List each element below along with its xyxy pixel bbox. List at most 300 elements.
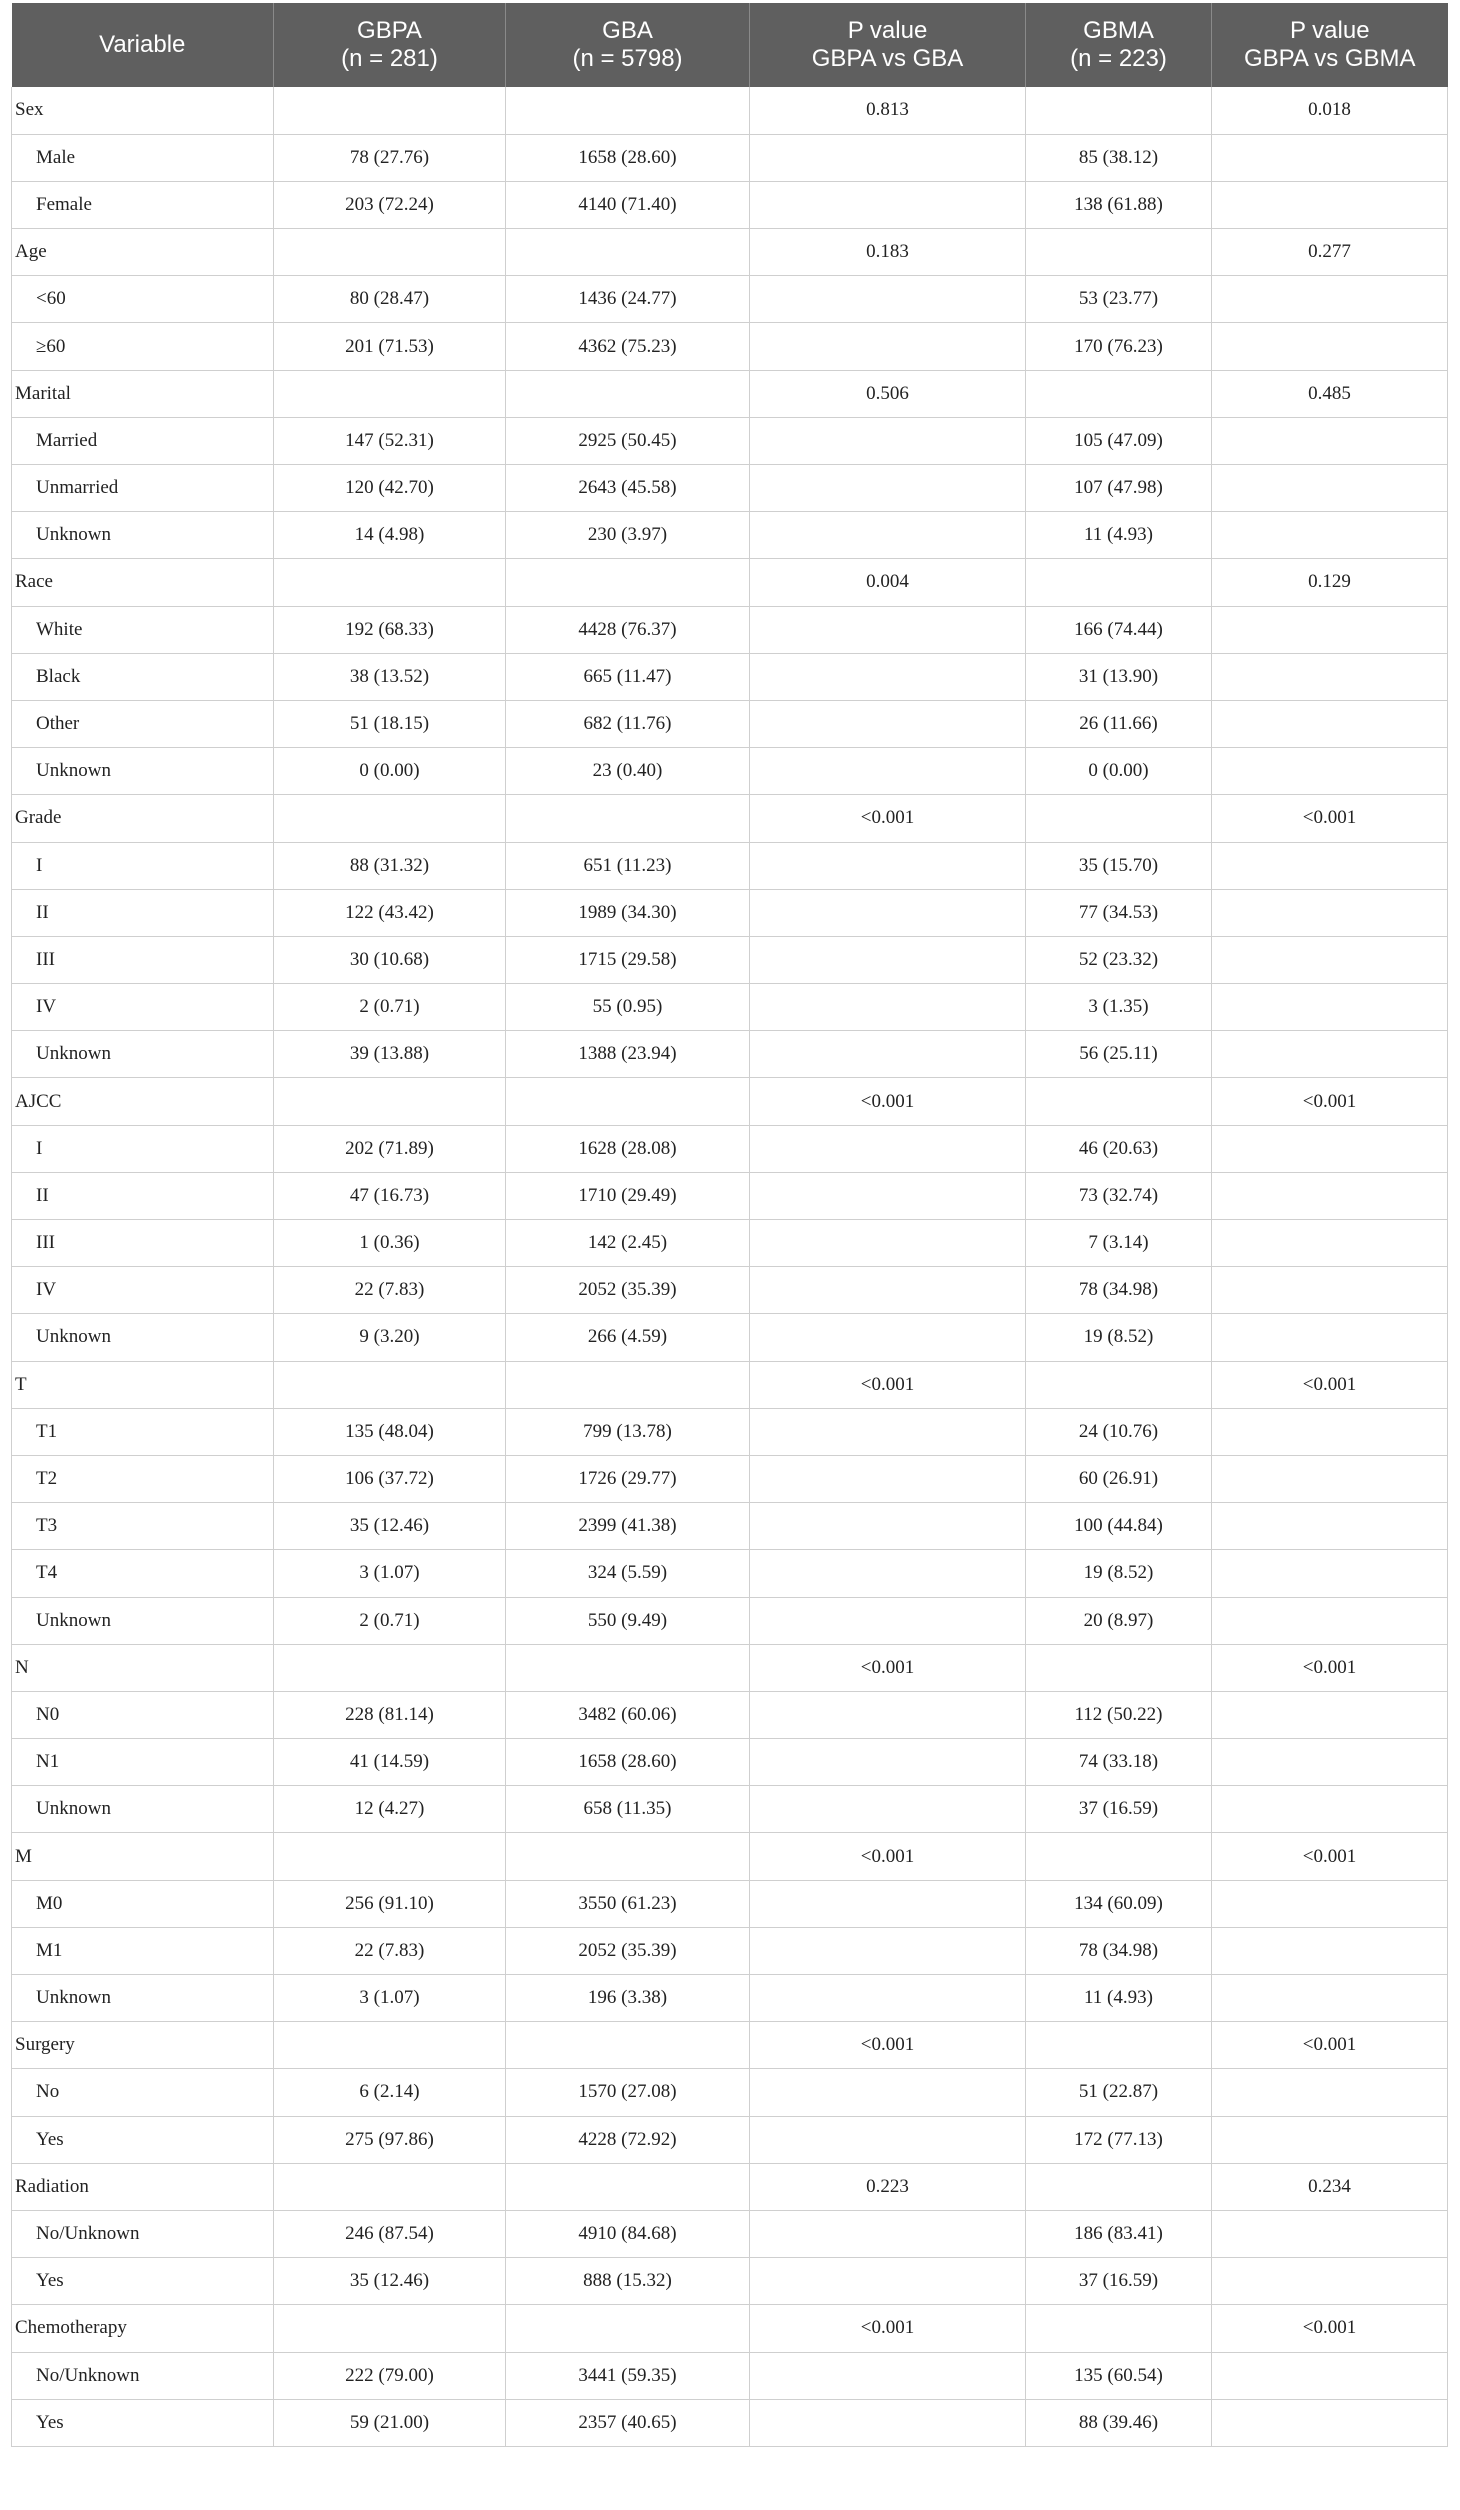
cell-variable: Male xyxy=(12,134,274,181)
table-row-group xyxy=(12,1644,1448,1691)
table-row xyxy=(12,1125,1448,1172)
cell-gba xyxy=(506,1361,750,1408)
cell-variable: Unmarried xyxy=(12,465,274,512)
cell-gba xyxy=(506,559,750,606)
cell-gbpa xyxy=(274,795,506,842)
cell-variable: <60 xyxy=(12,276,274,323)
header-variable xyxy=(12,3,274,87)
cell-gbpa: 275 (97.86) xyxy=(274,2116,506,2163)
table-row xyxy=(12,606,1448,653)
cell-gbpa: 1 (0.36) xyxy=(274,1220,506,1267)
cell-gba: 665 (11.47) xyxy=(506,653,750,700)
cell-p-gbpa-vs-gbma: 0.234 xyxy=(1212,2163,1448,2210)
cell-variable: Yes xyxy=(12,2116,274,2163)
cell-p-gbpa-vs-gba: <0.001 xyxy=(750,2022,1026,2069)
header-gba xyxy=(506,3,750,87)
cell-variable: No/Unknown xyxy=(12,2210,274,2257)
cell-gba: 682 (11.76) xyxy=(506,700,750,747)
cell-gbma: 3 (1.35) xyxy=(1026,984,1212,1031)
cell-gbma: 26 (11.66) xyxy=(1026,700,1212,747)
cell-p-gbpa-vs-gba xyxy=(750,323,1026,370)
table-row-group xyxy=(12,795,1448,842)
cell-gba: 1658 (28.60) xyxy=(506,1739,750,1786)
cell-gba: 23 (0.40) xyxy=(506,748,750,795)
cell-p-gbpa-vs-gba xyxy=(750,1503,1026,1550)
header-p1-line2: GBPA vs GBA xyxy=(811,45,964,72)
cell-gbpa: 0 (0.00) xyxy=(274,748,506,795)
cell-gba: 3482 (60.06) xyxy=(506,1691,750,1738)
cell-gbpa: 41 (14.59) xyxy=(274,1739,506,1786)
cell-p-gbpa-vs-gba xyxy=(750,1786,1026,1833)
cell-gbma xyxy=(1026,1361,1212,1408)
table-row xyxy=(12,465,1448,512)
table-row xyxy=(12,1267,1448,1314)
cell-gbma: 85 (38.12) xyxy=(1026,134,1212,181)
cell-variable: M xyxy=(12,1833,274,1880)
cell-gba: 1658 (28.60) xyxy=(506,134,750,181)
cell-variable: No/Unknown xyxy=(12,2352,274,2399)
cell-gba: 2399 (41.38) xyxy=(506,1503,750,1550)
cell-p-gbpa-vs-gbma xyxy=(1212,1503,1448,1550)
table-row xyxy=(12,700,1448,747)
cell-gba: 1388 (23.94) xyxy=(506,1031,750,1078)
cell-gbma: 78 (34.98) xyxy=(1026,1267,1212,1314)
cell-p-gbpa-vs-gbma: <0.001 xyxy=(1212,1361,1448,1408)
cell-variable: Radiation xyxy=(12,2163,274,2210)
cell-gbma xyxy=(1026,2163,1212,2210)
cell-p-gbpa-vs-gba: <0.001 xyxy=(750,1361,1026,1408)
cell-gba: 4140 (71.40) xyxy=(506,181,750,228)
cell-p-gbpa-vs-gba xyxy=(750,465,1026,512)
cell-p-gbpa-vs-gba xyxy=(750,1267,1026,1314)
cell-gbma xyxy=(1026,559,1212,606)
cell-p-gbpa-vs-gba xyxy=(750,1550,1026,1597)
table-row xyxy=(12,653,1448,700)
cell-gbpa: 228 (81.14) xyxy=(274,1691,506,1738)
cell-gba xyxy=(506,2022,750,2069)
cell-p-gbpa-vs-gba xyxy=(750,842,1026,889)
cell-p-gbpa-vs-gba xyxy=(750,889,1026,936)
cell-gbma: 19 (8.52) xyxy=(1026,1550,1212,1597)
table-row xyxy=(12,1314,1448,1361)
cell-p-gbpa-vs-gba xyxy=(750,1172,1026,1219)
cell-p-gbpa-vs-gbma xyxy=(1212,1220,1448,1267)
table-row xyxy=(12,2116,1448,2163)
table-header xyxy=(12,3,1448,87)
table-row xyxy=(12,984,1448,1031)
cell-p-gbpa-vs-gbma xyxy=(1212,2258,1448,2305)
cell-gbma: 74 (33.18) xyxy=(1026,1739,1212,1786)
cell-gba: 1726 (29.77) xyxy=(506,1455,750,1502)
cell-variable: Race xyxy=(12,559,274,606)
table-row xyxy=(12,1927,1448,1974)
cell-variable: II xyxy=(12,1172,274,1219)
cell-p-gbpa-vs-gbma xyxy=(1212,936,1448,983)
cell-p-gbpa-vs-gbma xyxy=(1212,276,1448,323)
cell-gbma: 19 (8.52) xyxy=(1026,1314,1212,1361)
cell-gbma xyxy=(1026,2022,1212,2069)
cell-gbma: 100 (44.84) xyxy=(1026,1503,1212,1550)
baseline-characteristics-table xyxy=(11,3,1448,2447)
table-row xyxy=(12,936,1448,983)
table-row-group xyxy=(12,1833,1448,1880)
cell-gba xyxy=(506,2163,750,2210)
cell-p-gbpa-vs-gba xyxy=(750,2258,1026,2305)
cell-gbpa xyxy=(274,1078,506,1125)
cell-gba: 1715 (29.58) xyxy=(506,936,750,983)
table-row xyxy=(12,1786,1448,1833)
table-row xyxy=(12,1739,1448,1786)
cell-gbpa xyxy=(274,87,506,134)
cell-gba: 1710 (29.49) xyxy=(506,1172,750,1219)
table-row xyxy=(12,2399,1448,2446)
header-gba-line1: GBA xyxy=(602,17,653,44)
header-row xyxy=(12,3,1448,87)
cell-p-gbpa-vs-gbma xyxy=(1212,1267,1448,1314)
table-row xyxy=(12,1975,1448,2022)
cell-p-gbpa-vs-gba xyxy=(750,1031,1026,1078)
cell-gbma: 52 (23.32) xyxy=(1026,936,1212,983)
cell-gbma: 170 (76.23) xyxy=(1026,323,1212,370)
cell-p-gbpa-vs-gbma: 0.277 xyxy=(1212,229,1448,276)
cell-gba: 4910 (84.68) xyxy=(506,2210,750,2257)
cell-gbma: 78 (34.98) xyxy=(1026,1927,1212,1974)
cell-gbma: 37 (16.59) xyxy=(1026,1786,1212,1833)
cell-p-gbpa-vs-gbma: <0.001 xyxy=(1212,1644,1448,1691)
cell-variable: Unknown xyxy=(12,1031,274,1078)
cell-gbpa: 59 (21.00) xyxy=(274,2399,506,2446)
cell-p-gbpa-vs-gbma xyxy=(1212,2210,1448,2257)
cell-gbpa: 51 (18.15) xyxy=(274,700,506,747)
cell-variable: T1 xyxy=(12,1408,274,1455)
cell-gbma: 138 (61.88) xyxy=(1026,181,1212,228)
cell-variable: III xyxy=(12,936,274,983)
cell-p-gbpa-vs-gba xyxy=(750,1975,1026,2022)
cell-gba: 1989 (34.30) xyxy=(506,889,750,936)
cell-variable: Yes xyxy=(12,2399,274,2446)
cell-gba xyxy=(506,795,750,842)
cell-gbpa: 3 (1.07) xyxy=(274,1975,506,2022)
header-p-gbpa-vs-gba xyxy=(750,3,1026,87)
cell-variable: Married xyxy=(12,417,274,464)
cell-p-gbpa-vs-gbma: <0.001 xyxy=(1212,1833,1448,1880)
table-row xyxy=(12,1503,1448,1550)
header-gbpa-line1: GBPA xyxy=(357,17,422,44)
cell-p-gbpa-vs-gbma xyxy=(1212,984,1448,1031)
cell-p-gbpa-vs-gba: 0.183 xyxy=(750,229,1026,276)
table-row xyxy=(12,1455,1448,1502)
cell-gbma: 112 (50.22) xyxy=(1026,1691,1212,1738)
cell-variable: M0 xyxy=(12,1880,274,1927)
cell-gba: 888 (15.32) xyxy=(506,2258,750,2305)
table-row xyxy=(12,2210,1448,2257)
cell-gba: 230 (3.97) xyxy=(506,512,750,559)
cell-gbpa xyxy=(274,2163,506,2210)
cell-gbpa: 106 (37.72) xyxy=(274,1455,506,1502)
cell-p-gbpa-vs-gba: <0.001 xyxy=(750,1644,1026,1691)
cell-p-gbpa-vs-gbma xyxy=(1212,2116,1448,2163)
table-row xyxy=(12,842,1448,889)
cell-gbma: 56 (25.11) xyxy=(1026,1031,1212,1078)
cell-gbma: 166 (74.44) xyxy=(1026,606,1212,653)
cell-variable: White xyxy=(12,606,274,653)
cell-gbma: 77 (34.53) xyxy=(1026,889,1212,936)
cell-p-gbpa-vs-gbma xyxy=(1212,1691,1448,1738)
table-row-group xyxy=(12,370,1448,417)
cell-p-gbpa-vs-gbma xyxy=(1212,1927,1448,1974)
cell-gbpa: 39 (13.88) xyxy=(274,1031,506,1078)
cell-gba: 142 (2.45) xyxy=(506,1220,750,1267)
table-row-group xyxy=(12,1361,1448,1408)
cell-gbma xyxy=(1026,370,1212,417)
cell-variable: No xyxy=(12,2069,274,2116)
cell-p-gbpa-vs-gbma xyxy=(1212,1314,1448,1361)
cell-p-gbpa-vs-gbma xyxy=(1212,1172,1448,1219)
table-row xyxy=(12,1691,1448,1738)
cell-p-gbpa-vs-gbma xyxy=(1212,1880,1448,1927)
cell-gbma xyxy=(1026,229,1212,276)
cell-p-gbpa-vs-gba xyxy=(750,181,1026,228)
cell-gbpa: 135 (48.04) xyxy=(274,1408,506,1455)
cell-gbma: 46 (20.63) xyxy=(1026,1125,1212,1172)
cell-p-gbpa-vs-gba xyxy=(750,2116,1026,2163)
table-row xyxy=(12,2258,1448,2305)
cell-p-gbpa-vs-gbma xyxy=(1212,417,1448,464)
cell-p-gbpa-vs-gbma xyxy=(1212,1550,1448,1597)
cell-p-gbpa-vs-gba xyxy=(750,653,1026,700)
cell-gbpa xyxy=(274,2022,506,2069)
cell-gba: 658 (11.35) xyxy=(506,1786,750,1833)
cell-gbma: 107 (47.98) xyxy=(1026,465,1212,512)
cell-gbma: 11 (4.93) xyxy=(1026,512,1212,559)
cell-p-gbpa-vs-gbma xyxy=(1212,1597,1448,1644)
table-row-group xyxy=(12,229,1448,276)
cell-gba: 55 (0.95) xyxy=(506,984,750,1031)
cell-gbpa: 120 (42.70) xyxy=(274,465,506,512)
cell-p-gbpa-vs-gba: <0.001 xyxy=(750,1833,1026,1880)
cell-gbma xyxy=(1026,1078,1212,1125)
cell-gba xyxy=(506,87,750,134)
cell-variable: I xyxy=(12,842,274,889)
cell-variable: I xyxy=(12,1125,274,1172)
cell-variable: III xyxy=(12,1220,274,1267)
cell-gbpa: 47 (16.73) xyxy=(274,1172,506,1219)
cell-gbpa: 30 (10.68) xyxy=(274,936,506,983)
cell-gbpa: 256 (91.10) xyxy=(274,1880,506,1927)
cell-gbpa: 2 (0.71) xyxy=(274,1597,506,1644)
cell-variable: Unknown xyxy=(12,1786,274,1833)
cell-variable: Sex xyxy=(12,87,274,134)
cell-p-gbpa-vs-gba: 0.506 xyxy=(750,370,1026,417)
cell-gbma xyxy=(1026,2305,1212,2352)
cell-gbma: 31 (13.90) xyxy=(1026,653,1212,700)
cell-gbpa xyxy=(274,2305,506,2352)
cell-p-gbpa-vs-gbma xyxy=(1212,889,1448,936)
cell-gba: 1436 (24.77) xyxy=(506,276,750,323)
cell-gba: 4228 (72.92) xyxy=(506,2116,750,2163)
cell-p-gbpa-vs-gbma xyxy=(1212,1786,1448,1833)
cell-gbpa: 78 (27.76) xyxy=(274,134,506,181)
cell-gbma: 73 (32.74) xyxy=(1026,1172,1212,1219)
cell-gbpa: 35 (12.46) xyxy=(274,1503,506,1550)
cell-gbma: 105 (47.09) xyxy=(1026,417,1212,464)
cell-gbma: 0 (0.00) xyxy=(1026,748,1212,795)
cell-gba xyxy=(506,1833,750,1880)
table-row xyxy=(12,134,1448,181)
cell-p-gbpa-vs-gba xyxy=(750,1691,1026,1738)
header-p-gbpa-vs-gbma xyxy=(1212,3,1448,87)
cell-variable: N1 xyxy=(12,1739,274,1786)
cell-variable: Marital xyxy=(12,370,274,417)
cell-gba: 799 (13.78) xyxy=(506,1408,750,1455)
table-row xyxy=(12,1550,1448,1597)
cell-p-gbpa-vs-gbma xyxy=(1212,1739,1448,1786)
table-row-group xyxy=(12,87,1448,134)
cell-p-gbpa-vs-gba xyxy=(750,1597,1026,1644)
header-gbpa-line2: (n = 281) xyxy=(341,45,438,72)
cell-p-gbpa-vs-gba xyxy=(750,1455,1026,1502)
cell-gba: 3441 (59.35) xyxy=(506,2352,750,2399)
cell-gbma xyxy=(1026,87,1212,134)
cell-gbpa xyxy=(274,229,506,276)
cell-p-gbpa-vs-gba xyxy=(750,134,1026,181)
cell-gbma: 7 (3.14) xyxy=(1026,1220,1212,1267)
cell-gbma xyxy=(1026,795,1212,842)
cell-gba: 324 (5.59) xyxy=(506,1550,750,1597)
cell-p-gbpa-vs-gbma: <0.001 xyxy=(1212,1078,1448,1125)
cell-p-gbpa-vs-gbma xyxy=(1212,653,1448,700)
cell-gbpa xyxy=(274,370,506,417)
cell-p-gbpa-vs-gbma: <0.001 xyxy=(1212,795,1448,842)
cell-variable: Chemotherapy xyxy=(12,2305,274,2352)
cell-p-gbpa-vs-gba xyxy=(750,1220,1026,1267)
cell-gbpa: 201 (71.53) xyxy=(274,323,506,370)
cell-p-gbpa-vs-gbma xyxy=(1212,842,1448,889)
cell-gba: 2643 (45.58) xyxy=(506,465,750,512)
cell-p-gbpa-vs-gba: <0.001 xyxy=(750,2305,1026,2352)
cell-p-gbpa-vs-gbma xyxy=(1212,1455,1448,1502)
cell-p-gbpa-vs-gba xyxy=(750,2069,1026,2116)
table-row xyxy=(12,1172,1448,1219)
cell-p-gbpa-vs-gba xyxy=(750,1408,1026,1455)
cell-variable: Female xyxy=(12,181,274,228)
cell-gba: 4428 (76.37) xyxy=(506,606,750,653)
cell-gbpa: 147 (52.31) xyxy=(274,417,506,464)
cell-p-gbpa-vs-gba xyxy=(750,1739,1026,1786)
cell-variable: Unknown xyxy=(12,1975,274,2022)
cell-p-gbpa-vs-gba xyxy=(750,1927,1026,1974)
cell-gbpa: 2 (0.71) xyxy=(274,984,506,1031)
cell-p-gbpa-vs-gba xyxy=(750,984,1026,1031)
header-gbma xyxy=(1026,3,1212,87)
cell-variable: Age xyxy=(12,229,274,276)
cell-gbpa: 3 (1.07) xyxy=(274,1550,506,1597)
cell-variable: IV xyxy=(12,984,274,1031)
cell-gbma: 53 (23.77) xyxy=(1026,276,1212,323)
cell-p-gbpa-vs-gba: 0.813 xyxy=(750,87,1026,134)
table-row xyxy=(12,1031,1448,1078)
table-row xyxy=(12,1220,1448,1267)
cell-p-gbpa-vs-gba xyxy=(750,1880,1026,1927)
table-row xyxy=(12,276,1448,323)
cell-gbpa xyxy=(274,1361,506,1408)
cell-variable: T3 xyxy=(12,1503,274,1550)
cell-p-gbpa-vs-gbma xyxy=(1212,1408,1448,1455)
cell-p-gbpa-vs-gba xyxy=(750,1314,1026,1361)
cell-variable: Yes xyxy=(12,2258,274,2305)
cell-gbpa: 222 (79.00) xyxy=(274,2352,506,2399)
table-row xyxy=(12,1880,1448,1927)
table-row xyxy=(12,181,1448,228)
header-p2-line1: P value xyxy=(1289,17,1370,44)
header-gbma-line1: GBMA xyxy=(1083,17,1154,44)
cell-p-gbpa-vs-gba xyxy=(750,700,1026,747)
header-gba-line2: (n = 5798) xyxy=(572,45,683,72)
cell-variable: N0 xyxy=(12,1691,274,1738)
cell-gba: 2052 (35.39) xyxy=(506,1267,750,1314)
cell-gbpa: 202 (71.89) xyxy=(274,1125,506,1172)
cell-variable: Other xyxy=(12,700,274,747)
cell-variable: Unknown xyxy=(12,512,274,559)
header-gbma-line2: (n = 223) xyxy=(1070,45,1167,72)
cell-gba xyxy=(506,229,750,276)
cell-p-gbpa-vs-gba xyxy=(750,606,1026,653)
cell-p-gbpa-vs-gba xyxy=(750,1125,1026,1172)
cell-gbma: 172 (77.13) xyxy=(1026,2116,1212,2163)
cell-p-gbpa-vs-gbma xyxy=(1212,465,1448,512)
cell-p-gbpa-vs-gba: <0.001 xyxy=(750,795,1026,842)
cell-gba: 651 (11.23) xyxy=(506,842,750,889)
cell-variable: ≥60 xyxy=(12,323,274,370)
cell-p-gbpa-vs-gba xyxy=(750,748,1026,795)
baseline-characteristics-table-wrapper xyxy=(11,3,1447,2447)
cell-p-gbpa-vs-gba: 0.223 xyxy=(750,2163,1026,2210)
cell-variable: IV xyxy=(12,1267,274,1314)
cell-p-gbpa-vs-gbma: <0.001 xyxy=(1212,2022,1448,2069)
table-row-group xyxy=(12,2163,1448,2210)
table-body xyxy=(12,87,1448,2446)
cell-variable: N xyxy=(12,1644,274,1691)
cell-gbma xyxy=(1026,1833,1212,1880)
cell-variable: II xyxy=(12,889,274,936)
cell-p-gbpa-vs-gbma xyxy=(1212,2399,1448,2446)
cell-gba xyxy=(506,1644,750,1691)
cell-gbpa: 88 (31.32) xyxy=(274,842,506,889)
cell-gba xyxy=(506,2305,750,2352)
table-row xyxy=(12,323,1448,370)
cell-p-gbpa-vs-gba xyxy=(750,512,1026,559)
cell-gbma: 51 (22.87) xyxy=(1026,2069,1212,2116)
cell-gba: 550 (9.49) xyxy=(506,1597,750,1644)
cell-p-gbpa-vs-gbma xyxy=(1212,700,1448,747)
cell-variable: T2 xyxy=(12,1455,274,1502)
cell-gbpa: 192 (68.33) xyxy=(274,606,506,653)
cell-gbma: 60 (26.91) xyxy=(1026,1455,1212,1502)
cell-p-gbpa-vs-gbma xyxy=(1212,1031,1448,1078)
cell-gba: 1628 (28.08) xyxy=(506,1125,750,1172)
cell-gbpa: 80 (28.47) xyxy=(274,276,506,323)
table-row-group xyxy=(12,1078,1448,1125)
cell-gba: 2357 (40.65) xyxy=(506,2399,750,2446)
cell-gbpa: 6 (2.14) xyxy=(274,2069,506,2116)
cell-gbma: 134 (60.09) xyxy=(1026,1880,1212,1927)
cell-p-gbpa-vs-gbma xyxy=(1212,748,1448,795)
cell-variable: Unknown xyxy=(12,748,274,795)
cell-gbpa xyxy=(274,1833,506,1880)
cell-gba: 2052 (35.39) xyxy=(506,1927,750,1974)
table-row xyxy=(12,1408,1448,1455)
cell-p-gbpa-vs-gbma xyxy=(1212,181,1448,228)
